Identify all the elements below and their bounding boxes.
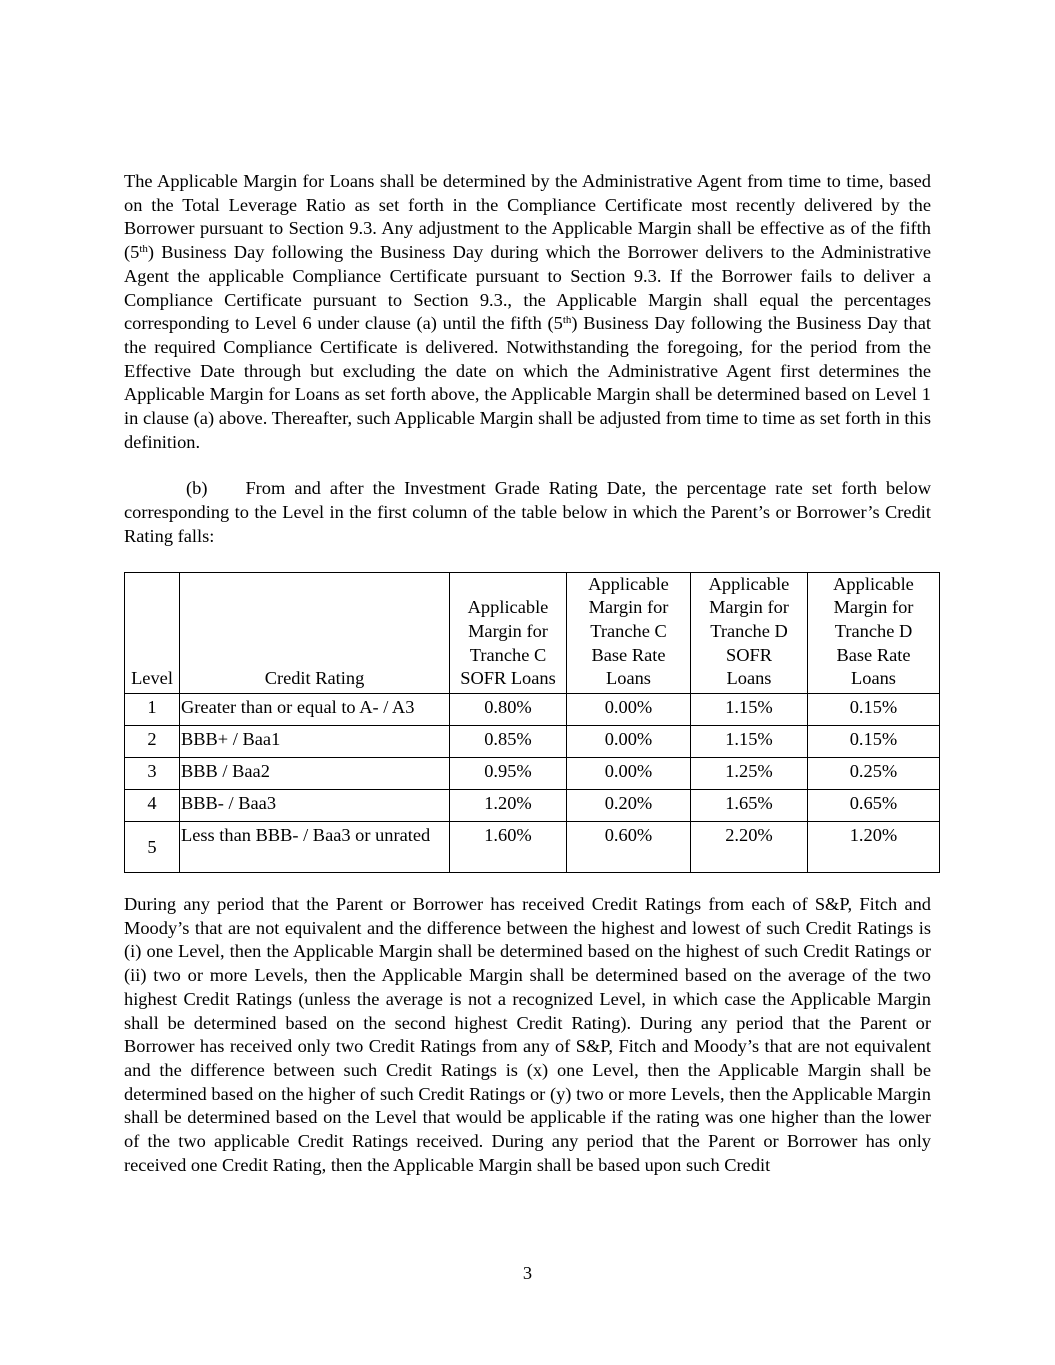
cell-tranche-c-sofr: 0.85% xyxy=(450,726,567,758)
cell-tranche-c-base: 0.00% xyxy=(567,726,691,758)
paragraph-applicable-margin xyxy=(124,170,931,454)
cell-tranche-d-base: 0.65% xyxy=(808,790,940,822)
cell-level: 2 xyxy=(125,726,180,758)
table-row xyxy=(125,790,940,822)
header-line: Margin for xyxy=(709,597,789,618)
cell-level: 4 xyxy=(125,790,180,822)
header-line: Tranche C xyxy=(590,620,667,641)
paragraph-credit-ratings: During any period that the Parent or Borrower has received Credit Ratings from each of S&P, Fitch and Moody’s that are not equivalent and the difference between the highest and lowest of such Credit Ratings is (i) one Level, then the Applicable Margin shall be determined based on the highest of such Credit Ratings or (ii) two or more Levels, then the Applicable Margin shall be determined based on the average of the two highest Credit Ratings (unless the average is not a recognized Level, in which case the Applicable Margin shall be determined based on the second highest Credit Rating). During any period that the Parent or Borrower has received only two Credit Ratings from any of S&P, Fitch and Moody’s that are not equivalent and the difference between such Credit Ratings is (x) one Level, then the Applicable Margin shall be determined based on the higher of such Credit Ratings or (y) two or more Levels, then the Applicable Margin shall be determined based on the Level that would be applicable if the rating was one higher than the lower of the two applicable Credit Ratings received. During any period that the Parent or Borrower has only received one Credit Rating, then the Applicable Margin shall be based upon such Credit xyxy=(124,894,931,1175)
header-tranche-c-base xyxy=(567,572,691,694)
table-row xyxy=(125,758,940,790)
cell-credit-rating: Less than BBB- / Baa3 or unrated xyxy=(180,822,450,873)
header-credit-rating: Credit Rating xyxy=(180,572,450,694)
cell-tranche-c-base: 0.60% xyxy=(567,822,691,873)
cell-tranche-d-base: 0.25% xyxy=(808,758,940,790)
header-line: Applicable xyxy=(833,573,914,594)
header-line: Tranche D xyxy=(834,620,913,641)
cell-credit-rating: Greater than or equal to A- / A3 xyxy=(180,694,450,726)
applicable-margin-table xyxy=(124,572,940,874)
document-page xyxy=(124,170,931,1178)
cell-tranche-d-base: 0.15% xyxy=(808,726,940,758)
header-line: Applicable xyxy=(588,573,669,594)
para1-text-1: The Applicable Margin for Loans shall be determined by the Administrative Agent from time to time, based on the Total Leverage Ratio as set forth in the Compliance Certificate most recently delivered by the Borrower pursuant to Section 9.3. Any adjustment to the Applicable Margin shall be effective as of the fifth (5 xyxy=(124,171,931,263)
cell-credit-rating: BBB / Baa2 xyxy=(180,758,450,790)
header-line: Margin for xyxy=(833,597,914,618)
superscript-th: th xyxy=(139,243,148,256)
para1-text-3: ) Business Day following the Business Day that the required Compliance Certificate is delivered. Notwithstanding the foregoing, for the period from the Effective Date through but excluding the date on which the Administrative Agent first determines the Applicable Margin for Loans as set forth above, the Applicable Margin shall be determined based on Level 1 in clause (a) above. Thereafter, such Applicable Margin shall be adjusted from time to time as set forth in this definition. xyxy=(124,313,931,452)
table-header-row xyxy=(125,572,940,694)
header-tranche-c-sofr xyxy=(450,572,567,694)
cell-tranche-d-base: 0.15% xyxy=(808,694,940,726)
header-line: Loans xyxy=(851,668,896,689)
header-tranche-d-base xyxy=(808,572,940,694)
cell-level: 1 xyxy=(125,694,180,726)
clause-label: (b) xyxy=(186,478,208,499)
clause-b-text: From and after the Investment Grade Rating Date, the percentage rate set forth below corresponding to the Level in the first column of the table below in which the Parent’s or Borrower’s Credit Rating falls: xyxy=(124,478,931,546)
header-line: Applicable xyxy=(708,573,790,594)
header-line: SOFR xyxy=(725,644,772,665)
header-line: Tranche D xyxy=(710,620,788,641)
cell-tranche-d-sofr: 1.15% xyxy=(691,726,808,758)
cell-tranche-c-sofr: 1.20% xyxy=(450,790,567,822)
header-line: Loans xyxy=(606,668,651,689)
cell-tranche-c-sofr: 0.95% xyxy=(450,758,567,790)
para1-text-2: ) Business Day following the Business Day during which the Borrower delivers to the Administrative Agent the applicable Compliance Certificate pursuant to Section 9.3. If the Borrower fails to deliver a Compliance Certificate pursuant to Section 9.3., the Applicable Margin shall equal the percentages corresponding to Level 6 under clause (a) until the fifth (5 xyxy=(124,242,931,334)
header-line: Margin for xyxy=(468,620,548,641)
header-line: Loans xyxy=(726,668,772,689)
cell-tranche-c-base: 0.00% xyxy=(567,758,691,790)
header-line: Base Rate xyxy=(591,644,666,665)
cell-credit-rating: BBB+ / Baa1 xyxy=(180,726,450,758)
cell-credit-rating: BBB- / Baa3 xyxy=(180,790,450,822)
cell-tranche-c-sofr: 0.80% xyxy=(450,694,567,726)
cell-tranche-d-sofr: 1.15% xyxy=(691,694,808,726)
cell-tranche-d-base: 1.20% xyxy=(808,822,940,873)
paragraph-clause-b xyxy=(124,477,931,548)
cell-tranche-c-base: 0.20% xyxy=(567,790,691,822)
header-line: SOFR Loans xyxy=(460,668,556,689)
cell-tranche-d-sofr: 1.25% xyxy=(691,758,808,790)
cell-tranche-c-base: 0.00% xyxy=(567,694,691,726)
cell-tranche-c-sofr: 1.60% xyxy=(450,822,567,873)
header-line: Tranche C xyxy=(469,644,547,665)
table-row xyxy=(125,822,940,873)
header-line: Applicable xyxy=(467,597,549,618)
cell-level: 5 xyxy=(125,822,180,873)
table-row xyxy=(125,694,940,726)
cell-tranche-d-sofr: 2.20% xyxy=(691,822,808,873)
header-line: Margin for xyxy=(588,597,669,618)
cell-tranche-d-sofr: 1.65% xyxy=(691,790,808,822)
header-tranche-d-sofr xyxy=(691,572,808,694)
header-line: Base Rate xyxy=(836,644,911,665)
header-level: Level xyxy=(125,572,180,694)
table-row xyxy=(125,726,940,758)
cell-level: 3 xyxy=(125,758,180,790)
page-number: 3 xyxy=(522,1263,533,1283)
superscript-th: th xyxy=(562,314,572,327)
